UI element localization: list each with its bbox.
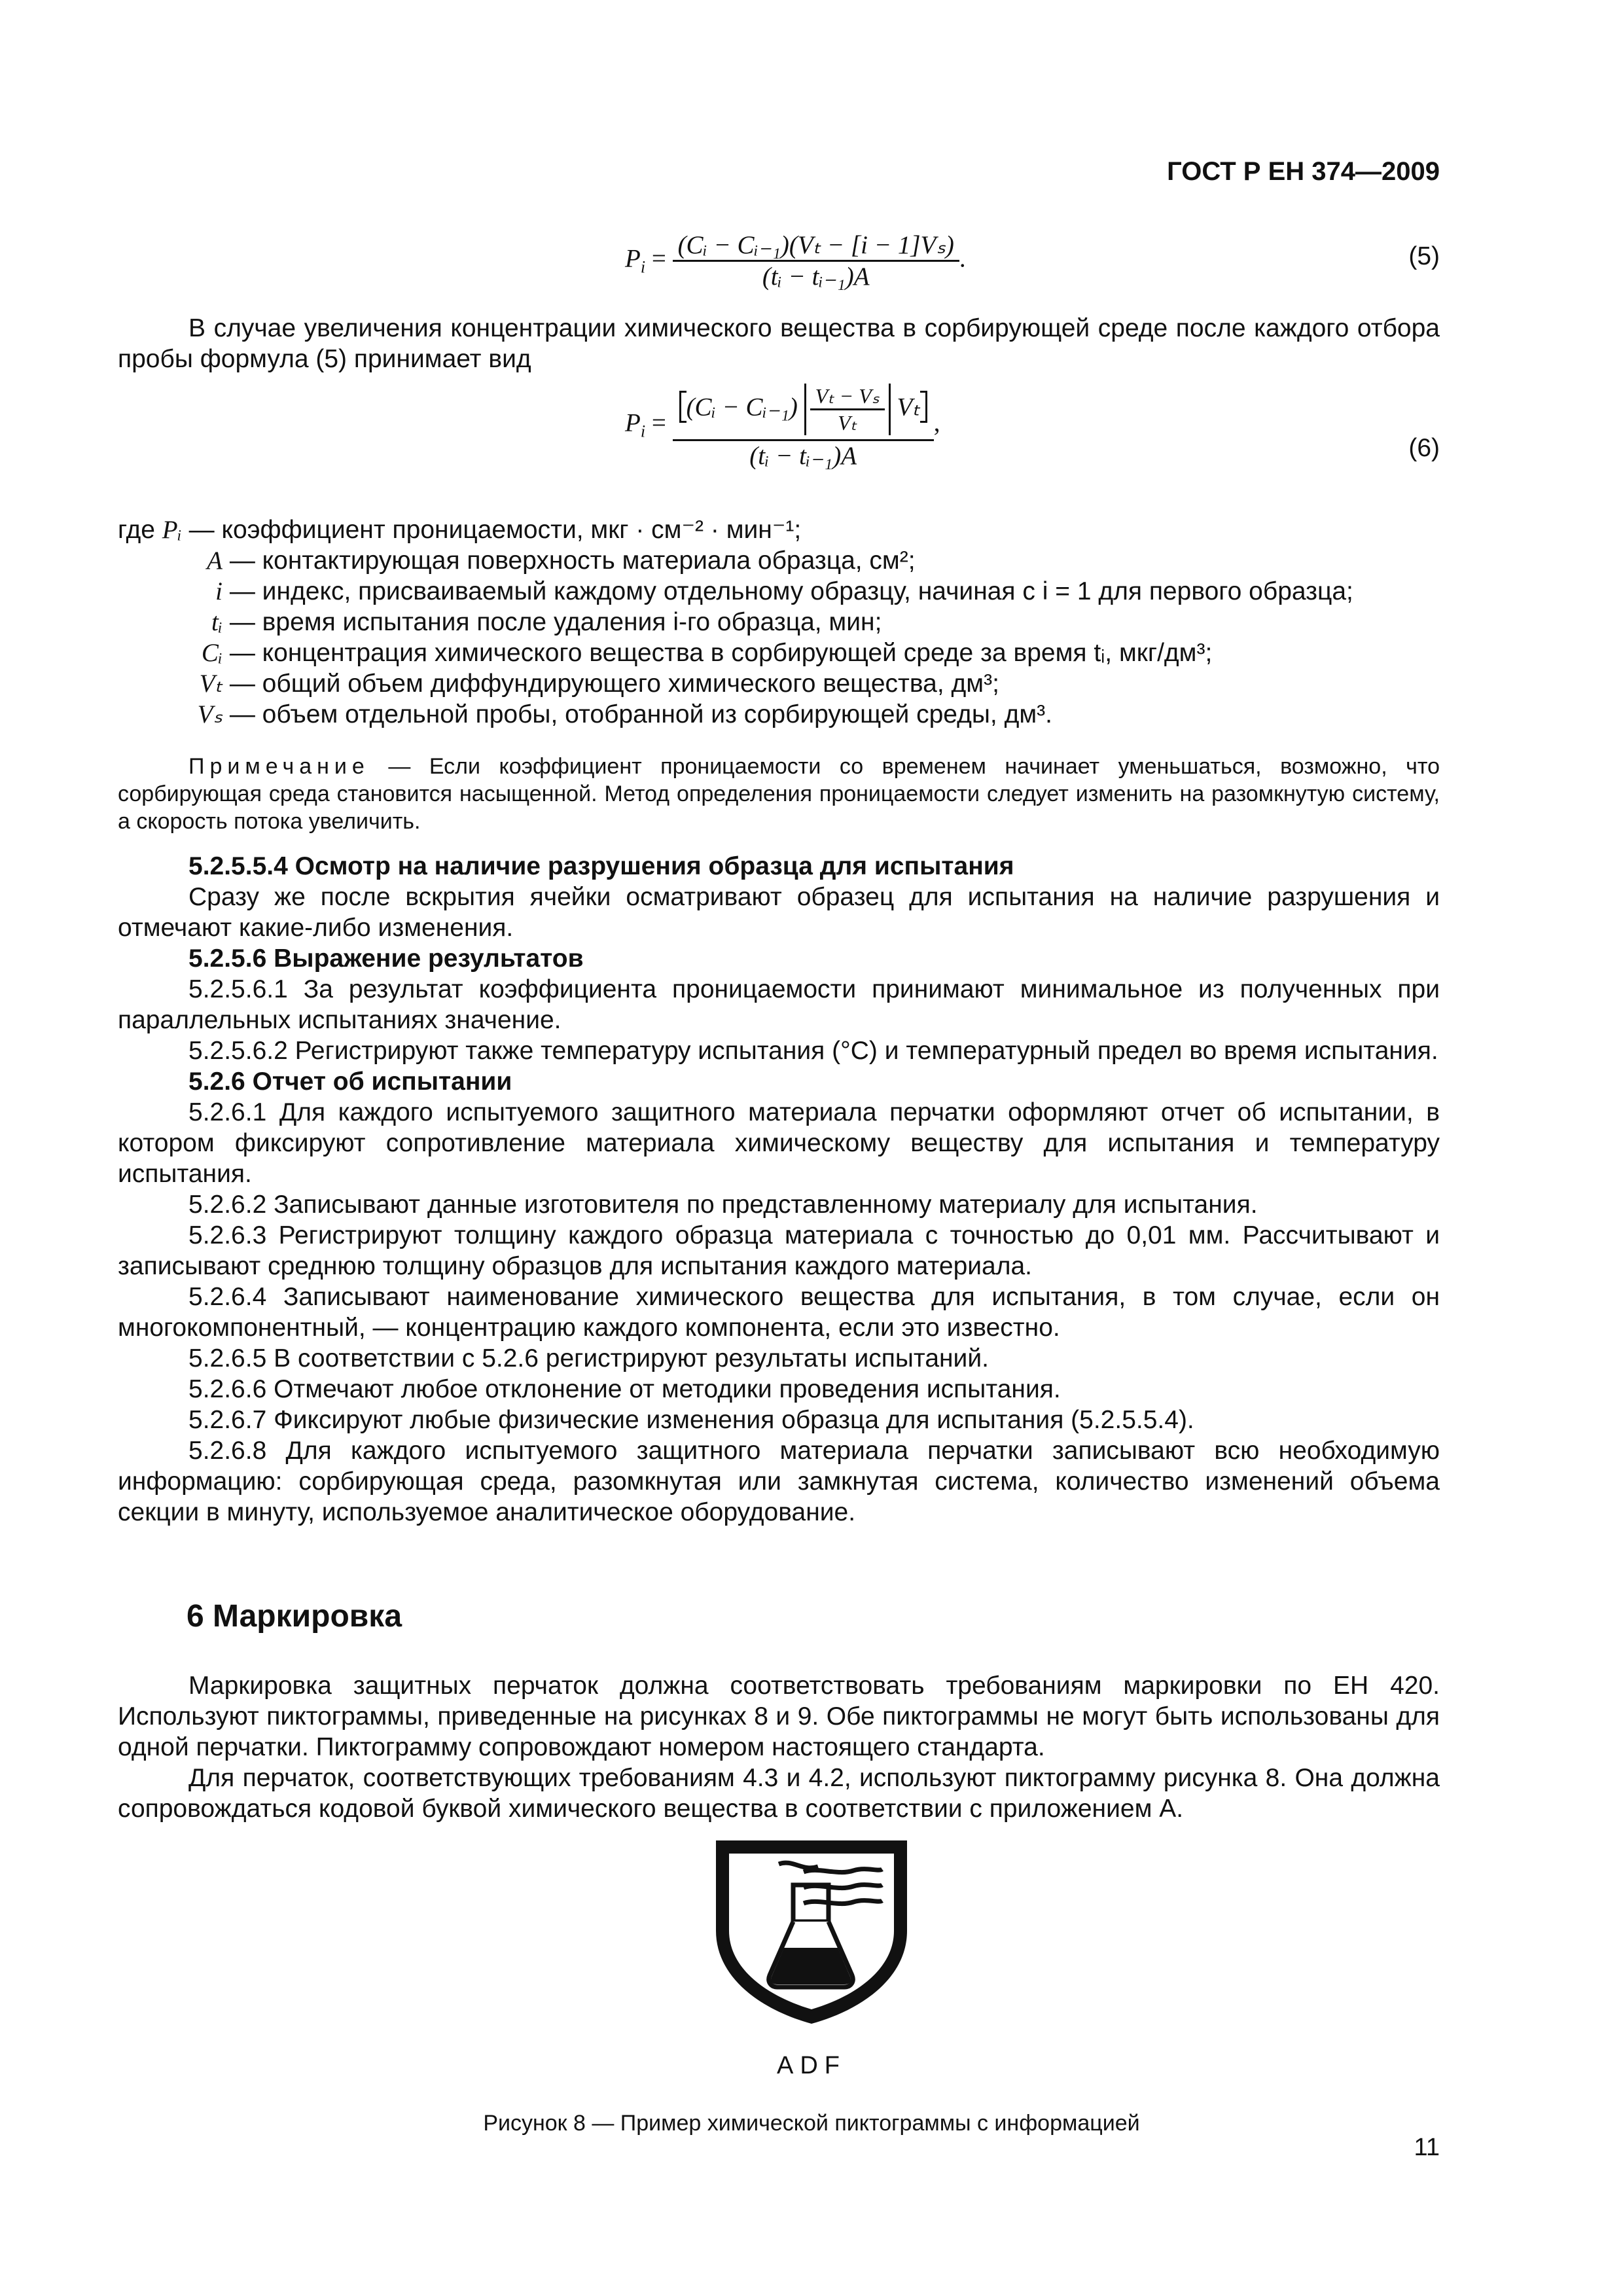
definition-row: i — индекс, присваиваемый каждому отдельному образцу, начиная с i = 1 для первого образца;: [215, 577, 1353, 605]
formula-6-number: (6): [1408, 434, 1440, 462]
paragraph: 5.2.5.6.1 За результат коэффициента проницаемости принимают минимальное из полученных при параллельных испытаниях значение.: [118, 975, 1440, 1034]
definition-row: Vₛ — объем отдельной пробы, отобранной из сорбирующей среды, дм³.: [197, 700, 1052, 728]
paragraph: 5.2.6.2 Записывают данные изготовителя по представленному материалу для испытания.: [188, 1191, 1258, 1219]
paragraph: Сразу же после вскрытия ячейки осматривают образец для испытания на наличие разрушения и отмечают какие-либо изменения.: [118, 883, 1440, 942]
section-heading: 5.2.5.5.4 Осмотр на наличие разрушения образца для испытания: [188, 852, 1014, 880]
paragraph: Маркировка защитных перчаток должна соответствовать требованиям маркировки по ЕН 420. Используют пиктограммы, приведенные на рисунках 8 и 9. Обе пиктограммы не могут быть использованы для одной перчатки. Пиктограмму сопровождают номером настоящего стандарта.: [118, 1672, 1440, 1761]
paragraph: 5.2.6.6 Отмечают любое отклонение от методики проведения испытания.: [188, 1375, 1061, 1403]
formula-6: $P_i$ = (Cᵢ − Cᵢ₋₁) $\frac{\text{Vₜ − Vₛ}}{\text{Vₜ}}$ Vₜ (tᵢ − tᵢ₋₁)A ,: [625, 380, 940, 471]
paragraph-before-formula-6: В случае увеличения концентрации химического вещества в сорбирующей среде после каждого отбора пробы формула (5) принимает вид: [118, 314, 1440, 373]
definition-row: Cᵢ — концентрация химического вещества в сорбирующей среде за время tᵢ, мкг/дм³;: [201, 639, 1213, 667]
paragraph: 5.2.6.1 Для каждого испытуемого защитного материала перчатки оформляют отчет об испытании, в котором фиксируют сопротивление материала химическому веществу для испытания и температуру испытания.: [118, 1098, 1440, 1188]
figure-caption: Рисунок 8 — Пример химической пиктограммы с информацией: [483, 2111, 1140, 2136]
paragraph: 5.2.6.7 Фиксируют любые физические изменения образца для испытания (5.2.5.5.4).: [188, 1406, 1194, 1434]
paragraph: 5.2.5.6.2 Регистрируют также температуру испытания (°С) и температурный предел во время испытания.: [188, 1037, 1438, 1065]
section-6-body: [118, 1670, 1440, 1824]
pictogram-code-letters: ADF: [777, 2052, 846, 2079]
definition-row: A — контактирующая поверхность материала образца, см²;: [207, 547, 916, 575]
paragraph: Для перчаток, соответствующих требованиям 4.3 и 4.2, используют пиктограмму рисунка 8. Она должна сопровождаться кодовой буквой химического вещества в соответствии с приложением А.: [118, 1764, 1440, 1823]
paragraph: 5.2.6.5 В соответствии с 5.2.6 регистрируют результаты испытаний.: [188, 1344, 989, 1372]
section-heading: 5.2.5.6 Выражение результатов: [188, 944, 584, 973]
formula-6-fraction: (Cᵢ − Cᵢ₋₁) $\frac{\text{Vₜ − Vₛ}}{\text{Vₜ}}$ Vₜ (tᵢ − tᵢ₋₁)A: [673, 380, 934, 471]
formula-5-number: (5): [1408, 242, 1440, 270]
page-number: 11: [1414, 2134, 1440, 2161]
document-header: ГОСТ Р ЕН 374—2009: [1167, 157, 1440, 186]
formula-5-fraction: $\frac{\text{(Cᵢ − Cᵢ₋₁)(Vₜ − [i − 1]Vₛ)}}{\text{(tᵢ − tᵢ₋₁)A}}$: [673, 230, 959, 291]
section-body: [118, 851, 1440, 1528]
chemical-flask-shield-icon: [707, 1833, 916, 2029]
definition-row: Vₜ — общий объем диффундирующего химического вещества, дм³;: [199, 670, 999, 698]
paragraph: 5.2.6.3 Регистрируют толщину каждого образца материала с точностью до 0,01 мм. Рассчитывают и записывают среднюю толщину образцов для испытания каждого материала.: [118, 1221, 1440, 1280]
definition-row: где Pᵢ — коэффициент проницаемости, мкг · см⁻² · мин⁻¹;: [118, 516, 802, 544]
note: Примечание — Если коэффициент проницаемости со временем начинает уменьшаться, возможно, что сорбирующая среда становится насыщенной. Метод определения проницаемости следует изменить на разомкнутую систему, а скорость потока увеличить.: [118, 754, 1440, 834]
definition-row: tᵢ — время испытания после удаления i-го образца, мин;: [211, 608, 882, 636]
paragraph: 5.2.6.4 Записывают наименование химического вещества для испытания, в том случае, если он многокомпонентный, — концентрацию каждого компонента, если это известно.: [118, 1283, 1440, 1342]
section-heading: 5.2.6 Отчет об испытании: [188, 1067, 512, 1096]
symbol-definitions: [118, 514, 1440, 730]
formula-5: $P_i$ = $\frac{\text{(Cᵢ − Cᵢ₋₁)(Vₜ − [i − 1]Vₛ)}}{\text{(tᵢ − tᵢ₋₁)A}}$ .: [625, 231, 966, 291]
section-6-title: 6 Маркировка: [187, 1599, 402, 1634]
paragraph: 5.2.6.8 Для каждого испытуемого защитного материала перчатки записывают всю необходимую информацию: сорбирующая среда, разомкнутая или замкнутая система, количество изменений объема секции в минуту, используемое аналитическое оборудование.: [118, 1437, 1440, 1526]
